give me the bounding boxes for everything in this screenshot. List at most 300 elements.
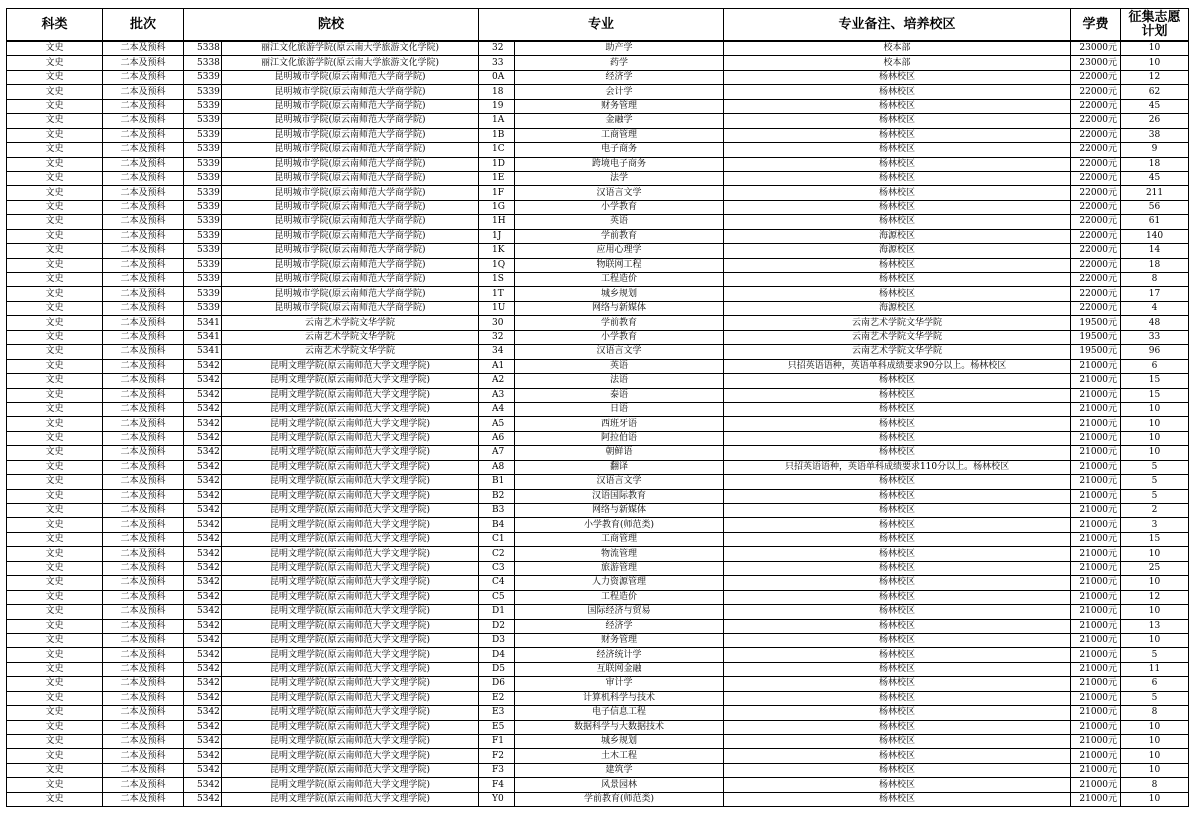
cell-tuition: 21000元 [1071,619,1121,633]
cell-major-name: 法语 [515,374,724,388]
cell-plan-count: 6 [1121,677,1189,691]
cell-remarks-campus: 只招英语语种，英语单科成绩要求90分以上。杨林校区 [724,359,1071,373]
cell-school-name: 云南艺术学院文华学院 [222,345,479,359]
cell-batch: 二本及预科 [103,287,184,301]
cell-school-code: 5342 [184,374,222,388]
table-row [7,85,1189,99]
cell-batch: 二本及预科 [103,648,184,662]
table-row [7,157,1189,171]
cell-plan-count: 5 [1121,475,1189,489]
cell-tuition: 21000元 [1071,489,1121,503]
cell-plan-count: 18 [1121,258,1189,272]
cell-school-name: 昆明文理学院(原云南师范大学文理学院) [222,576,479,590]
cell-tuition: 22000元 [1071,99,1121,113]
cell-plan-count: 38 [1121,128,1189,142]
cell-school-name: 昆明城市学院(原云南师范大学商学院) [222,99,479,113]
table-body [7,41,1189,807]
cell-school-code: 5342 [184,735,222,749]
cell-category: 文史 [7,417,103,431]
cell-category: 文史 [7,691,103,705]
table-row [7,143,1189,157]
cell-tuition: 23000元 [1071,41,1121,56]
cell-major-name: 网络与新媒体 [515,301,724,315]
cell-plan-count: 5 [1121,489,1189,503]
cell-remarks-campus: 杨林校区 [724,374,1071,388]
cell-category: 文史 [7,475,103,489]
cell-batch: 二本及预科 [103,143,184,157]
cell-school-name: 昆明文理学院(原云南师范大学文理学院) [222,446,479,460]
table-row [7,792,1189,806]
cell-school-name: 昆明城市学院(原云南师范大学商学院) [222,229,479,243]
cell-tuition: 21000元 [1071,359,1121,373]
cell-batch: 二本及预科 [103,171,184,185]
cell-category: 文史 [7,633,103,647]
cell-school-name: 昆明文理学院(原云南师范大学文理学院) [222,402,479,416]
cell-school-name: 昆明城市学院(原云南师范大学商学院) [222,157,479,171]
cell-remarks-campus: 杨林校区 [724,605,1071,619]
table-row [7,720,1189,734]
cell-school-code: 5342 [184,402,222,416]
cell-major-code: D4 [479,648,515,662]
cell-tuition: 22000元 [1071,171,1121,185]
cell-major-name: 小学教育 [515,200,724,214]
cell-school-code: 5342 [184,633,222,647]
cell-school-name: 昆明城市学院(原云南师范大学商学院) [222,244,479,258]
cell-tuition: 21000元 [1071,374,1121,388]
cell-school-code: 5342 [184,431,222,445]
cell-major-code: 1K [479,244,515,258]
cell-school-code: 5339 [184,244,222,258]
cell-category: 文史 [7,244,103,258]
cell-remarks-campus: 杨林校区 [724,70,1071,84]
table-row [7,576,1189,590]
cell-tuition: 21000元 [1071,475,1121,489]
table-row [7,489,1189,503]
cell-school-name: 昆明城市学院(原云南师范大学商学院) [222,215,479,229]
cell-plan-count: 10 [1121,792,1189,806]
cell-tuition: 22000元 [1071,215,1121,229]
table-row [7,518,1189,532]
cell-batch: 二本及预科 [103,619,184,633]
cell-remarks-campus: 杨林校区 [724,518,1071,532]
cell-tuition: 19500元 [1071,330,1121,344]
cell-tuition: 21000元 [1071,388,1121,402]
cell-category: 文史 [7,70,103,84]
cell-plan-count: 56 [1121,200,1189,214]
cell-major-name: 药学 [515,56,724,70]
cell-major-name: 学前教育(师范类) [515,792,724,806]
cell-school-name: 昆明文理学院(原云南师范大学文理学院) [222,792,479,806]
table-row [7,763,1189,777]
cell-school-code: 5342 [184,489,222,503]
cell-plan-count: 10 [1121,547,1189,561]
cell-major-code: 1D [479,157,515,171]
cell-school-name: 昆明城市学院(原云南师范大学商学院) [222,273,479,287]
cell-plan-count: 140 [1121,229,1189,243]
cell-batch: 二本及预科 [103,547,184,561]
cell-major-name: 人力资源管理 [515,576,724,590]
cell-remarks-campus: 杨林校区 [724,446,1071,460]
cell-school-name: 昆明文理学院(原云南师范大学文理学院) [222,778,479,792]
cell-category: 文史 [7,504,103,518]
cell-plan-count: 62 [1121,85,1189,99]
cell-school-code: 5342 [184,619,222,633]
cell-school-name: 昆明城市学院(原云南师范大学商学院) [222,70,479,84]
cell-major-code: B2 [479,489,515,503]
table-row [7,200,1189,214]
cell-major-name: 学前教育 [515,229,724,243]
table-row [7,402,1189,416]
cell-school-code: 5339 [184,273,222,287]
table-row [7,633,1189,647]
cell-tuition: 21000元 [1071,691,1121,705]
cell-tuition: 21000元 [1071,417,1121,431]
cell-remarks-campus: 杨林校区 [724,706,1071,720]
cell-batch: 二本及预科 [103,605,184,619]
cell-major-code: 19 [479,99,515,113]
cell-school-code: 5342 [184,792,222,806]
table-row [7,431,1189,445]
table-row [7,677,1189,691]
table-row [7,388,1189,402]
table-header [7,9,1189,42]
cell-tuition: 22000元 [1071,287,1121,301]
cell-remarks-campus: 杨林校区 [724,128,1071,142]
cell-batch: 二本及预科 [103,316,184,330]
cell-category: 文史 [7,735,103,749]
cell-category: 文史 [7,648,103,662]
cell-school-code: 5341 [184,316,222,330]
cell-batch: 二本及预科 [103,157,184,171]
cell-plan-count: 14 [1121,244,1189,258]
table-row [7,417,1189,431]
cell-category: 文史 [7,706,103,720]
cell-remarks-campus: 杨林校区 [724,114,1071,128]
cell-school-name: 昆明文理学院(原云南师范大学文理学院) [222,763,479,777]
cell-tuition: 22000元 [1071,301,1121,315]
cell-tuition: 21000元 [1071,402,1121,416]
cell-school-name: 昆明文理学院(原云南师范大学文理学院) [222,633,479,647]
cell-school-name: 昆明文理学院(原云南师范大学文理学院) [222,691,479,705]
cell-tuition: 21000元 [1071,532,1121,546]
cell-category: 文史 [7,200,103,214]
cell-school-name: 昆明文理学院(原云南师范大学文理学院) [222,417,479,431]
cell-school-code: 5342 [184,359,222,373]
cell-remarks-campus: 杨林校区 [724,157,1071,171]
cell-plan-count: 10 [1121,446,1189,460]
cell-major-code: B3 [479,504,515,518]
cell-batch: 二本及预科 [103,749,184,763]
cell-category: 文史 [7,402,103,416]
cell-batch: 二本及预科 [103,301,184,315]
cell-category: 文史 [7,619,103,633]
cell-major-code: A5 [479,417,515,431]
cell-major-name: 小学教育 [515,330,724,344]
cell-category: 文史 [7,114,103,128]
cell-school-name: 昆明文理学院(原云南师范大学文理学院) [222,504,479,518]
cell-school-name: 昆明文理学院(原云南师范大学文理学院) [222,460,479,474]
table-row [7,128,1189,142]
cell-major-code: 34 [479,345,515,359]
cell-plan-count: 26 [1121,114,1189,128]
cell-school-code: 5342 [184,532,222,546]
cell-major-name: 汉语言文学 [515,345,724,359]
table-row [7,561,1189,575]
table-row [7,301,1189,315]
cell-batch: 二本及预科 [103,446,184,460]
cell-school-name: 昆明文理学院(原云南师范大学文理学院) [222,706,479,720]
table-row [7,287,1189,301]
cell-plan-count: 10 [1121,576,1189,590]
cell-category: 文史 [7,287,103,301]
cell-plan-count: 10 [1121,56,1189,70]
cell-tuition: 21000元 [1071,605,1121,619]
table-row [7,316,1189,330]
cell-category: 文史 [7,446,103,460]
cell-major-name: 汉语国际教育 [515,489,724,503]
cell-major-name: 财务管理 [515,633,724,647]
cell-batch: 二本及预科 [103,662,184,676]
cell-batch: 二本及预科 [103,720,184,734]
table-row [7,778,1189,792]
cell-major-name: 英语 [515,215,724,229]
cell-batch: 二本及预科 [103,590,184,604]
cell-batch: 二本及预科 [103,388,184,402]
cell-remarks-campus: 杨林校区 [724,504,1071,518]
cell-major-code: 32 [479,330,515,344]
cell-plan-count: 12 [1121,590,1189,604]
cell-batch: 二本及预科 [103,99,184,113]
cell-school-code: 5341 [184,330,222,344]
cell-category: 文史 [7,778,103,792]
cell-tuition: 19500元 [1071,316,1121,330]
cell-batch: 二本及预科 [103,576,184,590]
cell-category: 文史 [7,128,103,142]
cell-major-name: 翻译 [515,460,724,474]
cell-remarks-campus: 杨林校区 [724,691,1071,705]
cell-batch: 二本及预科 [103,128,184,142]
cell-plan-count: 8 [1121,778,1189,792]
cell-remarks-campus: 杨林校区 [724,619,1071,633]
cell-category: 文史 [7,374,103,388]
cell-major-code: 1U [479,301,515,315]
cell-major-code: 1F [479,186,515,200]
cell-plan-count: 17 [1121,287,1189,301]
cell-school-code: 5342 [184,576,222,590]
cell-batch: 二本及预科 [103,763,184,777]
cell-plan-count: 211 [1121,186,1189,200]
cell-tuition: 21000元 [1071,662,1121,676]
cell-remarks-campus: 杨林校区 [724,171,1071,185]
cell-major-code: 1C [479,143,515,157]
cell-plan-count: 18 [1121,157,1189,171]
cell-major-code: 1J [479,229,515,243]
cell-remarks-campus: 海源校区 [724,301,1071,315]
cell-remarks-campus: 杨林校区 [724,576,1071,590]
cell-plan-count: 2 [1121,504,1189,518]
cell-category: 文史 [7,171,103,185]
cell-category: 文史 [7,677,103,691]
cell-category: 文史 [7,518,103,532]
cell-school-code: 5342 [184,706,222,720]
cell-tuition: 21000元 [1071,590,1121,604]
cell-category: 文史 [7,489,103,503]
cell-plan-count: 10 [1121,633,1189,647]
cell-school-name: 昆明城市学院(原云南师范大学商学院) [222,128,479,142]
cell-category: 文史 [7,460,103,474]
cell-school-code: 5342 [184,778,222,792]
cell-category: 文史 [7,273,103,287]
cell-major-code: A2 [479,374,515,388]
cell-school-code: 5339 [184,99,222,113]
cell-school-code: 5342 [184,388,222,402]
cell-category: 文史 [7,576,103,590]
cell-school-code: 5339 [184,128,222,142]
cell-plan-count: 15 [1121,532,1189,546]
cell-batch: 二本及预科 [103,215,184,229]
cell-category: 文史 [7,301,103,315]
cell-tuition: 21000元 [1071,446,1121,460]
cell-plan-count: 6 [1121,359,1189,373]
cell-school-name: 昆明文理学院(原云南师范大学文理学院) [222,374,479,388]
cell-plan-count: 45 [1121,171,1189,185]
cell-major-code: 1B [479,128,515,142]
table-row [7,706,1189,720]
cell-school-name: 昆明文理学院(原云南师范大学文理学院) [222,590,479,604]
header-remarks-campus: 专业备注、培养校区 [724,9,1071,42]
cell-plan-count: 45 [1121,99,1189,113]
cell-remarks-campus: 杨林校区 [724,215,1071,229]
cell-category: 文史 [7,215,103,229]
cell-school-code: 5342 [184,605,222,619]
cell-remarks-campus: 杨林校区 [724,532,1071,546]
cell-school-name: 昆明文理学院(原云南师范大学文理学院) [222,619,479,633]
cell-remarks-campus: 杨林校区 [724,143,1071,157]
cell-school-name: 昆明文理学院(原云南师范大学文理学院) [222,518,479,532]
table-row [7,648,1189,662]
cell-school-code: 5339 [184,200,222,214]
table-row [7,70,1189,84]
cell-category: 文史 [7,85,103,99]
cell-category: 文史 [7,186,103,200]
cell-school-name: 昆明文理学院(原云南师范大学文理学院) [222,605,479,619]
cell-category: 文史 [7,561,103,575]
cell-remarks-campus: 杨林校区 [724,388,1071,402]
cell-major-name: 城乡规划 [515,287,724,301]
cell-plan-count: 61 [1121,215,1189,229]
cell-plan-count: 10 [1121,749,1189,763]
table-row [7,504,1189,518]
cell-batch: 二本及预科 [103,200,184,214]
cell-tuition: 21000元 [1071,504,1121,518]
cell-school-code: 5342 [184,691,222,705]
cell-plan-count: 10 [1121,41,1189,56]
cell-school-code: 5338 [184,56,222,70]
cell-tuition: 22000元 [1071,70,1121,84]
cell-major-name: 风景园林 [515,778,724,792]
cell-major-name: 会计学 [515,85,724,99]
cell-major-name: 电子商务 [515,143,724,157]
cell-batch: 二本及预科 [103,489,184,503]
cell-major-name: 泰语 [515,388,724,402]
cell-major-name: 汉语言文学 [515,475,724,489]
cell-remarks-campus: 杨林校区 [724,431,1071,445]
cell-school-code: 5339 [184,215,222,229]
cell-major-code: 30 [479,316,515,330]
cell-major-code: F2 [479,749,515,763]
cell-batch: 二本及预科 [103,330,184,344]
cell-batch: 二本及预科 [103,345,184,359]
cell-major-code: C5 [479,590,515,604]
cell-major-code: 32 [479,41,515,56]
cell-tuition: 21000元 [1071,576,1121,590]
cell-major-name: 审计学 [515,677,724,691]
cell-tuition: 21000元 [1071,706,1121,720]
table-row [7,475,1189,489]
table-row [7,273,1189,287]
cell-major-name: 英语 [515,359,724,373]
cell-school-name: 昆明文理学院(原云南师范大学文理学院) [222,720,479,734]
cell-major-name: 法学 [515,171,724,185]
cell-tuition: 21000元 [1071,749,1121,763]
cell-category: 文史 [7,662,103,676]
cell-major-code: E2 [479,691,515,705]
cell-batch: 二本及预科 [103,532,184,546]
cell-plan-count: 8 [1121,273,1189,287]
cell-plan-count: 10 [1121,763,1189,777]
cell-batch: 二本及预科 [103,792,184,806]
cell-plan-count: 15 [1121,388,1189,402]
cell-remarks-campus: 杨林校区 [724,778,1071,792]
cell-remarks-campus: 云南艺术学院文华学院 [724,345,1071,359]
cell-remarks-campus: 杨林校区 [724,85,1071,99]
cell-major-code: B4 [479,518,515,532]
cell-tuition: 21000元 [1071,460,1121,474]
cell-tuition: 21000元 [1071,677,1121,691]
cell-school-code: 5342 [184,590,222,604]
header-tuition: 学费 [1071,9,1121,42]
cell-category: 文史 [7,532,103,546]
cell-school-code: 5342 [184,763,222,777]
cell-remarks-campus: 杨林校区 [724,273,1071,287]
cell-major-name: 互联网金融 [515,662,724,676]
cell-major-code: 1S [479,273,515,287]
header-batch: 批次 [103,9,184,42]
table-row [7,532,1189,546]
cell-remarks-campus: 杨林校区 [724,547,1071,561]
cell-remarks-campus: 校本部 [724,56,1071,70]
cell-plan-count: 9 [1121,143,1189,157]
cell-tuition: 22000元 [1071,186,1121,200]
cell-batch: 二本及预科 [103,114,184,128]
cell-plan-count: 48 [1121,316,1189,330]
table-row [7,359,1189,373]
cell-school-code: 5339 [184,157,222,171]
cell-major-code: A8 [479,460,515,474]
cell-major-name: 计算机科学与技术 [515,691,724,705]
cell-plan-count: 5 [1121,460,1189,474]
cell-major-name: 西班牙语 [515,417,724,431]
cell-batch: 二本及预科 [103,735,184,749]
cell-major-name: 网络与新媒体 [515,504,724,518]
cell-major-name: 学前教育 [515,316,724,330]
header-plan: 征集志愿计划 [1121,9,1189,42]
cell-tuition: 21000元 [1071,547,1121,561]
cell-school-code: 5339 [184,85,222,99]
cell-tuition: 21000元 [1071,735,1121,749]
cell-school-code: 5339 [184,171,222,185]
table-row [7,215,1189,229]
